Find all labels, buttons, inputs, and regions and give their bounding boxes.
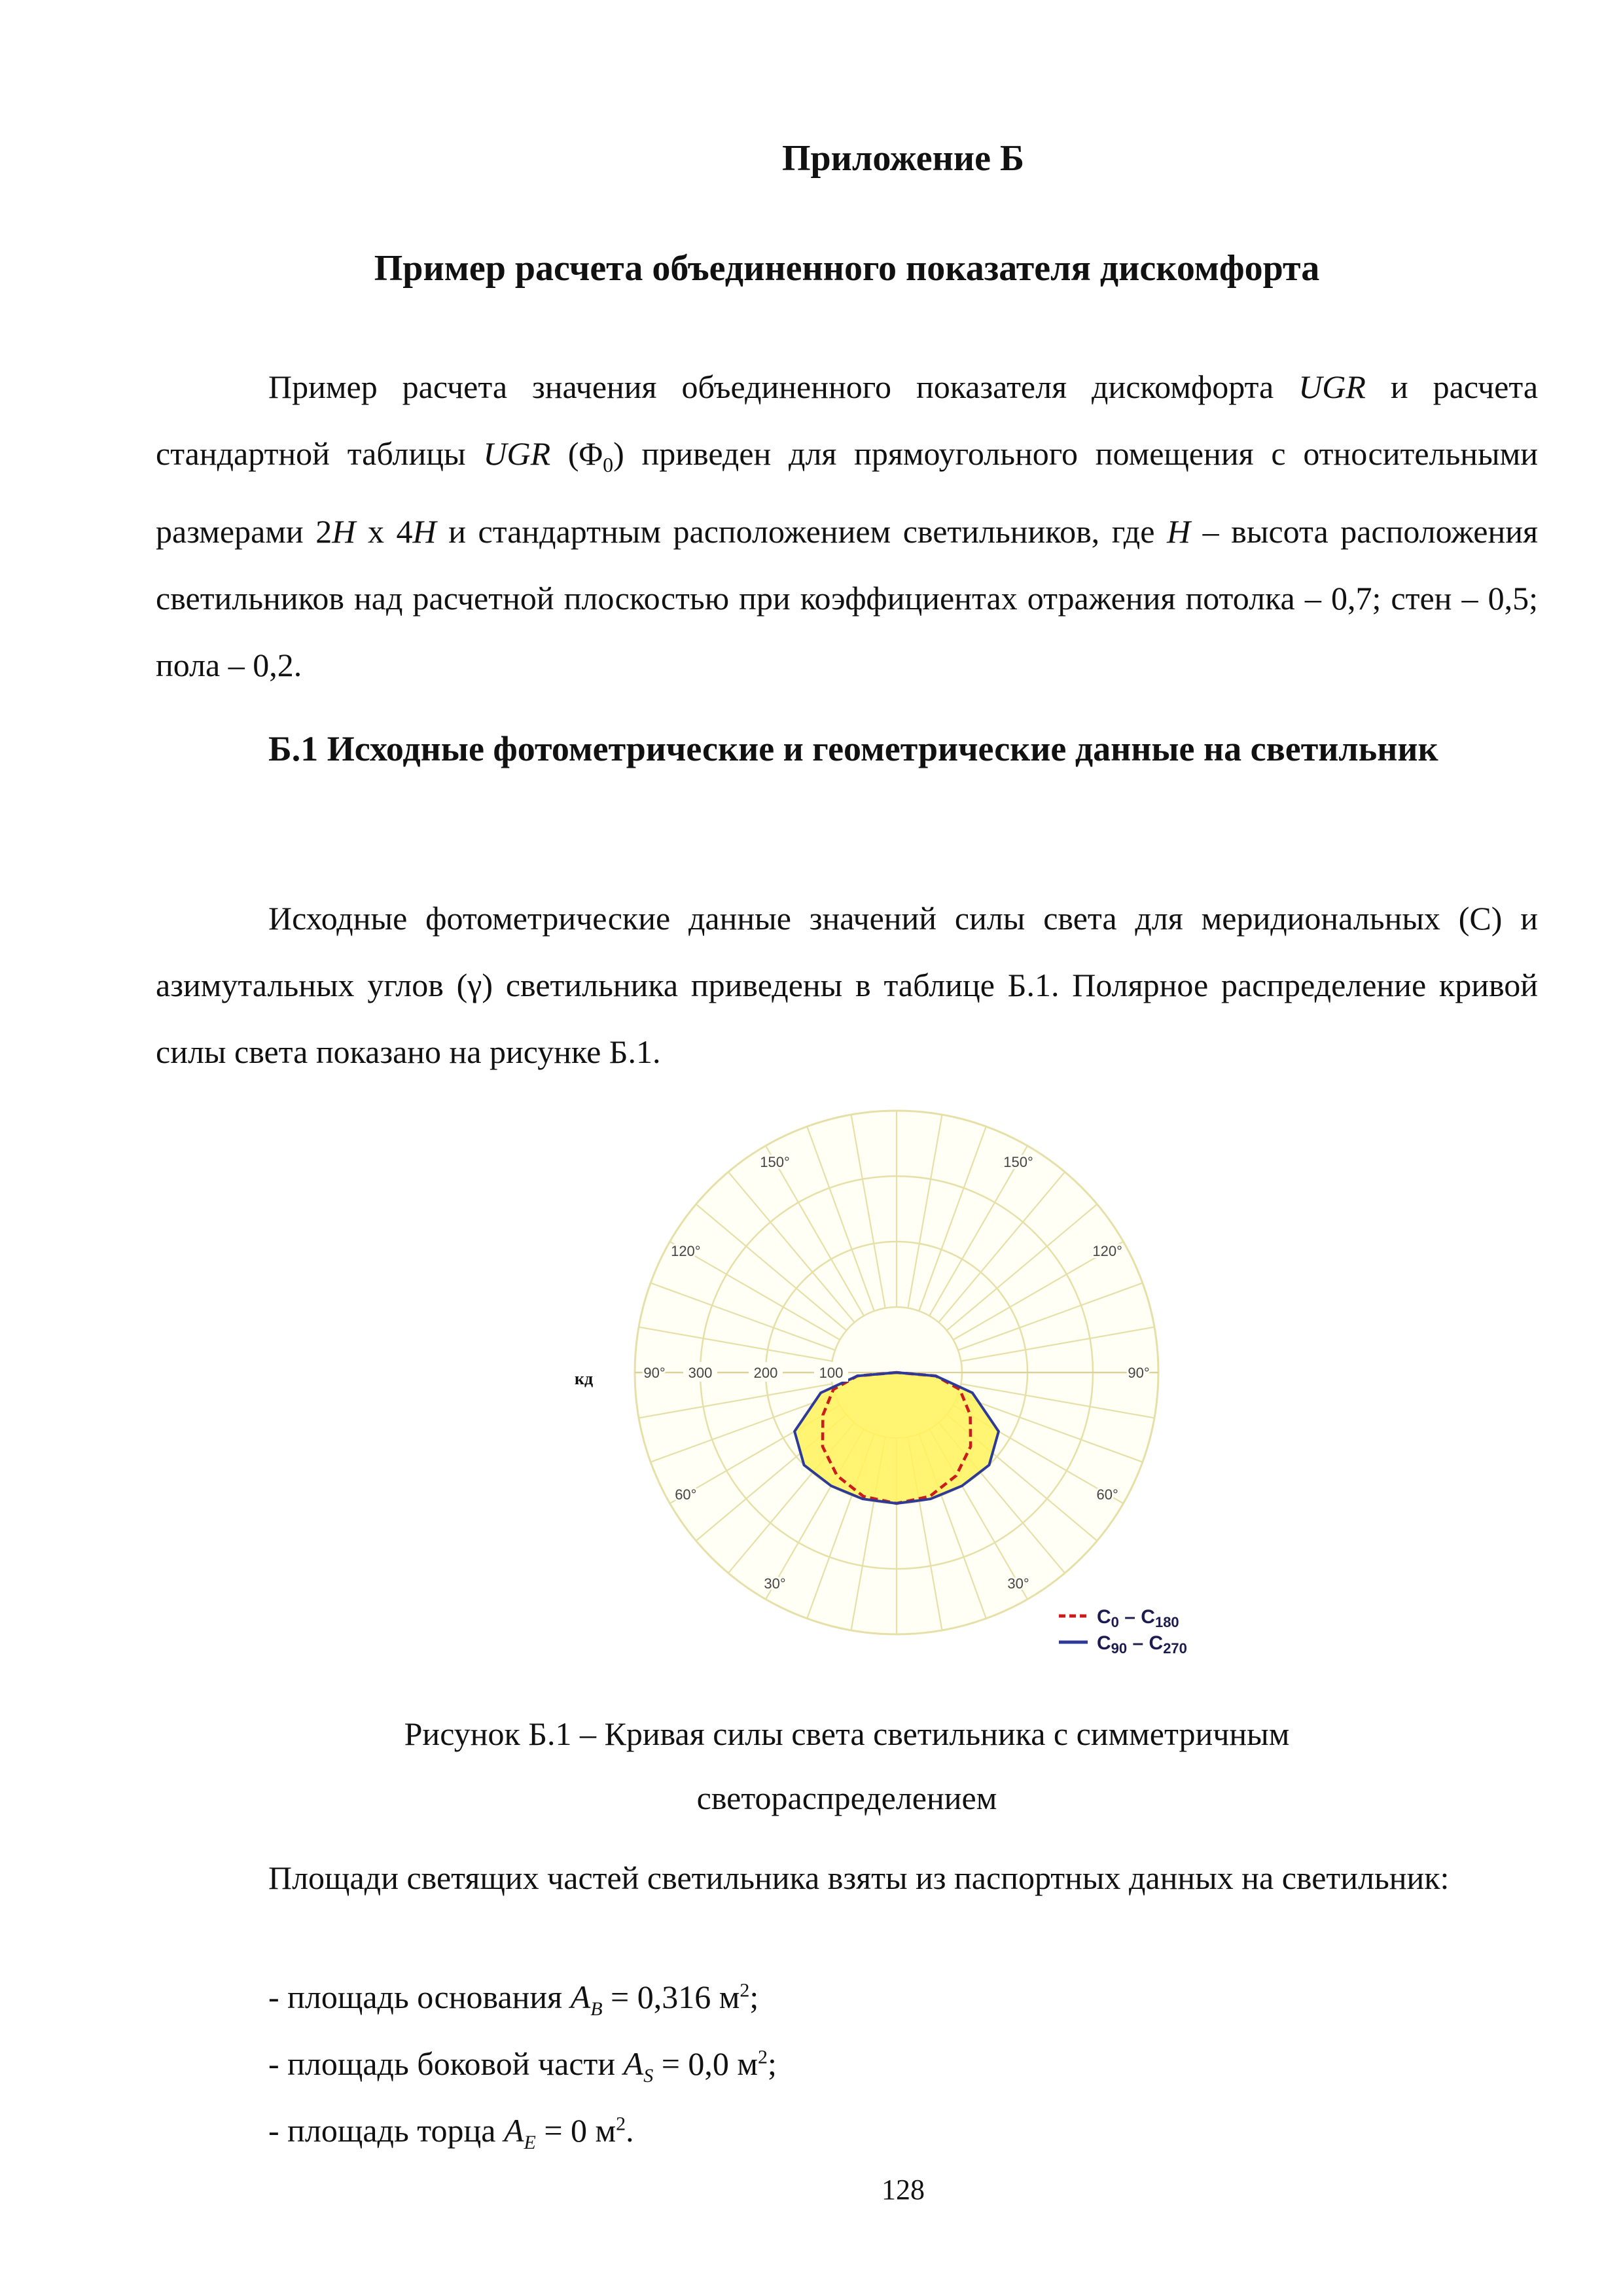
figure-caption-line2: светораспределением [696,1780,997,1816]
area-item-end: - площадь торца $A_E = 0$ $м^2$. [268,2112,634,2153]
radial-tick-label: 100 [819,1365,844,1381]
polar-chart [556,1100,1237,1676]
angle-label: 150° [760,1153,790,1170]
figure-caption-line1: Рисунок Б.1 – Кривая силы света светильника с симметричным [404,1715,1290,1752]
legend-label-c0: $C_0 - C_{180}$ [1097,1606,1179,1630]
section-heading: Б.1 Исходные фотометрические и геометрические данные на светильник [268,729,1438,768]
angle-label: 90° [643,1365,666,1381]
radial-tick-label: 300 [688,1365,713,1381]
page-title: Пример расчета объединенного показателя дискомфорта [374,248,1320,289]
area-item-base: - площадь основания $A_B = 0,316$ $м^2$; [268,1979,759,2020]
unit-label: кд [575,1369,594,1388]
angle-label: 30° [764,1575,786,1592]
angle-label: 120° [1092,1243,1122,1259]
page-number: 128 [882,2174,925,2206]
angle-label: 120° [671,1243,701,1259]
radial-tick-label: 200 [753,1365,778,1381]
angle-label: 60° [1096,1486,1118,1503]
angle-label: 90° [1128,1365,1150,1381]
intro-paragraph: Пример расчета значения объединенного показателя дискомфорта UGR и расчета стандартной таблицы UGR $(\Phi_0)$ приведен для прямоугольного помещения с относительными размерами 2H x 4H и стандартным расположением светильников, где H – высота расположения светильников над расчетной плоскостью при коэффициентах отражения потолка – 0,7; стен – 0,5; пола – 0,2. [156,368,1539,683]
angle-label: 60° [675,1486,697,1503]
areas-intro: Площади светящих частей светильника взяты из паспортных данных на светильник: [268,1859,1450,1896]
area-item-side: - площадь боковой части $A_S = 0,0$ $м^2$; [268,2045,777,2087]
appendix-title: Приложение Б [781,138,1025,179]
legend-label-c90: $C_{90} - C_{270}$ [1097,1632,1187,1657]
section-paragraph: Исходные фотометрические данные значений силы света для меридиональных (С) и азимутальных углов (γ) светильника приведены в таблице Б.1. Полярное распределение кривой силы света показано на рисунке Б.1. [156,900,1538,1070]
angle-label: 30° [1007,1575,1029,1592]
chart-legend [1059,1606,1187,1657]
angle-label: 150° [1003,1153,1033,1170]
